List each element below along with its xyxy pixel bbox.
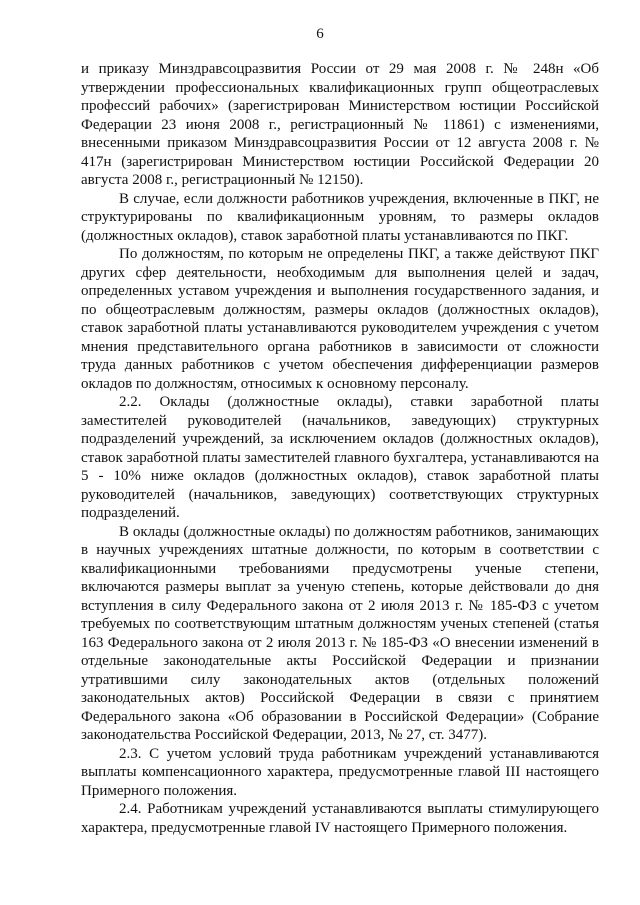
paragraph-6: 2.3. С учетом условий труда работникам учреждений устанавливаются выплаты компенсационного характера, предусмотренные главой III настоящего Примерного положения. (81, 745, 599, 799)
paragraph-3: По должностям, по которым не определены ПКГ, а также действуют ПКГ других сфер деятельности, необходимым для выполнения целей и задач, определенных уставом учреждения и выполнения государственного задания, и по общеотраслевым должностям, размеры окладов (должностных окладов), ставок заработной платы устанавливаются руководителем учреждения с учетом мнения представительного органа работников в зависимости от сложности труда данных работников с учетом обеспечения дифференциации размеров окладов по должностям, относимых к основному персоналу. (81, 246, 599, 392)
document-body (81, 60, 599, 837)
paragraph-4: 2.2. Оклады (должностные оклады), ставки заработной платы заместителей руководителей (начальников, заведующих) структурных подразделений учреждений, за исключением окладов (должностных окладов), ставок заработной платы заместителей главного бухгалтера, устанавливаются на 5 - 10% ниже окладов (должностных окладов), ставок заработной платы руководителей (начальников, заведующих) соответствующих структурных подразделений. (81, 394, 599, 521)
paragraph-1: и приказу Минздравсоцразвития России от 29 мая 2008 г. № 248н «Об утверждении профессиональных квалификационных групп общеотраслевых профессий рабочих» (зарегистрирован Министерством юстиции Российской Федерации 23 июня 2008 г., регистрационный № 11861) с изменениями, внесенными приказом Минздравсоцразвития России от 12 августа 2008 г. № 417н (зарегистрирован Министерством юстиции Российской Федерации 20 августа 2008 г., регистрационный № 12150). (81, 61, 599, 188)
paragraph-7: 2.4. Работникам учреждений устанавливаются выплаты стимулирующего характера, предусмотренные главой IV настоящего Примерного положения. (81, 801, 599, 836)
page-number: 6 (316, 26, 324, 42)
paragraph-2: В случае, если должности работников учреждения, включенные в ПКГ, не структурированы по квалификационным уровням, то размеры окладов (должностных окладов), ставок заработной платы устанавливаются по ПКГ. (81, 190, 599, 244)
paragraph-5: В оклады (должностные оклады) по должностям работников, занимающих в научных учреждениях штатные должности, по которым в соответствии с квалификационными требованиями предусмотрены ученые степени, включаются размеры выплат за ученую степень, которые действовали до дня вступления в силу Федерального закона от 2 июля 2013 г. № 185-ФЗ с учетом требуемых по соответствующим штатным должностям ученых степеней (статья 163 Федерального закона от 2 июля 2013 г. № 185-ФЗ «О внесении изменений в отдельные законодательные акты Российской Федерации и признании утратившими силу законодательных актов (отдельных положений законодательных актов) Российской Федерации в связи с принятием Федерального закона «Об образовании в Российской Федерации» (Собрание законодательства Российской Федерации, 2013, № 27, ст. 3477). (81, 523, 599, 743)
